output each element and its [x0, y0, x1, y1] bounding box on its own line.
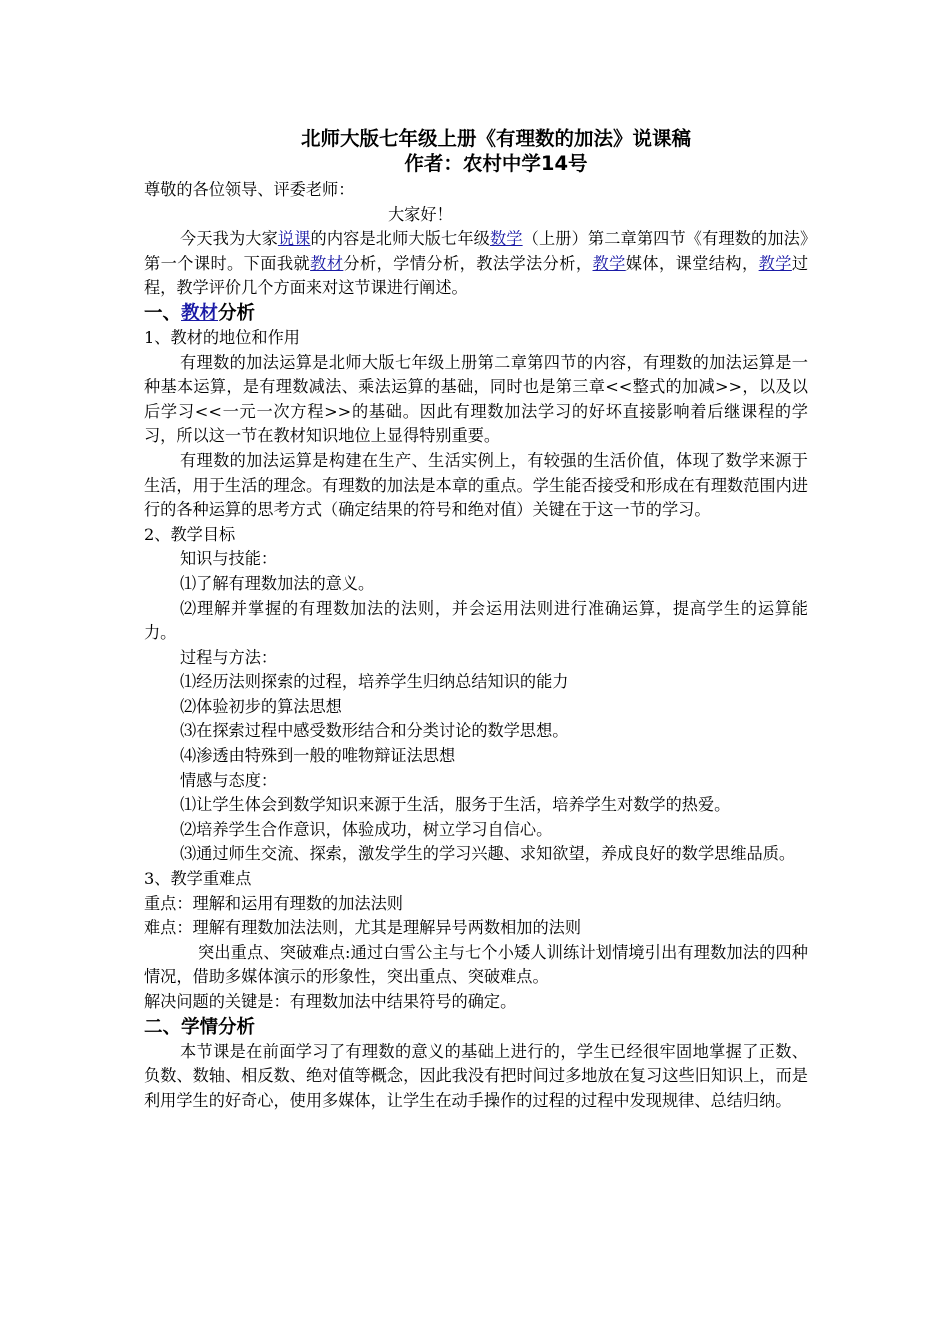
paragraph-learner-analysis: 本节课是在前面学习了有理数的意义的基础上进行的，学生已经很牢固地掌握了正数、负数、数轴、相反数、绝对值等概念，因此我没有把时间过多地放在复习这些旧知识上，而是利用学生的好奇心，使用多媒体，让学生在动手操作的过程的过程中发现规律、总结归纳。: [144, 1041, 808, 1110]
process-heading: 过程与方法：: [180, 647, 278, 667]
intro-text: 今天我为大家: [180, 229, 278, 249]
emotion-item: ⑵培养学生合作意识，体验成功，树立学习自信心。: [180, 819, 553, 839]
knowledge-heading: 知识与技能：: [180, 549, 278, 569]
breakthrough: 突出重点、突破难点:通过白雪公主与七个小矮人训练计划情境引出有理数加法的四种情况，借助多媒体演示的形象性，突出重点、突破难点。: [144, 942, 808, 987]
intro-link[interactable]: 教学: [592, 253, 626, 273]
doc-author: 作者：农村中学14号: [404, 152, 588, 175]
section-1-link[interactable]: 教材: [181, 302, 219, 324]
emotion-item: ⑴让学生体会到数学知识来源于生活，服务于生活，培养学生对数学的热爱。: [180, 795, 731, 815]
emotion-heading: 情感与态度：: [180, 770, 278, 790]
document-body: [144, 126, 808, 1113]
intro-link[interactable]: 数学: [489, 229, 523, 249]
intro-text: 过程，教学评价几个方面来对这节课进行阐述。: [144, 253, 809, 298]
knowledge-item: ⑴了解有理数加法的意义。: [180, 573, 375, 593]
key-to-solution: 解决问题的关键是：有理数加法中结果符号的确定。: [144, 992, 517, 1011]
salutation: 尊敬的各位领导、评委老师：: [144, 180, 355, 199]
process-item: ⑵体验初步的算法思想: [180, 696, 342, 716]
doc-title: 北师大版七年级上册《有理数的加法》说课稿: [300, 127, 691, 150]
process-item: ⑷渗透由特殊到一般的唯物辩证法思想: [180, 746, 456, 766]
key-point: 重点：理解和运用有理数的加法法则: [144, 893, 403, 913]
section-1-prefix: 一、: [144, 302, 182, 324]
paragraph-status-1: 有理数的加法运算是北师大版七年级上册第二章第四节的内容，有理数的加法运算是一种基本运算，是有理数减法、乘法运算的基础，同时也是第三章<<整式的加减>>，以及以后学习<<一元一次方程>>的基础。因此有理数加法学习的好坏直接影响着后继课程的学习，所以这一节在教材知识地位上显得特别重要。: [144, 352, 808, 446]
intro-link[interactable]: 说课: [277, 229, 311, 249]
emotion-item: ⑶通过师生交流、探索，激发学生的学习兴趣、求知欲望，养成良好的数学思维品质。: [180, 844, 796, 864]
intro-text: 的内容是北师大版七年级: [310, 229, 490, 249]
paragraph-status-2: 有理数的加法运算是构建在生产、生活实例上，有较强的生活价值，体现了数学来源于生活，用于生活的理念。有理数的加法是本章的重点。学生能否接受和形成在有理数范围内进行的各种运算的思考方式（确定结果的符号和绝对值）关键在于这一节的学习。: [144, 450, 808, 520]
intro-text: 媒体，课堂结构，: [625, 253, 759, 273]
difficulty: 难点：理解有理数加法法则，尤其是理解异号两数相加的法则: [144, 918, 582, 938]
process-item: ⑴经历法则探索的过程，培养学生归纳总结知识的能力: [180, 672, 569, 692]
subsection-1-1-heading: 1、教材的地位和作用: [144, 327, 300, 347]
subsection-1-2-heading: 2、教学目标: [144, 524, 236, 544]
section-1-heading: [144, 302, 808, 326]
knowledge-item: ⑵理解并掌握的有理数加法的法则，并会运用法则进行准确运算，提高学生的运算能力。: [144, 598, 808, 643]
intro-link[interactable]: 教学: [758, 253, 792, 273]
intro-text: 分析，学情分析，教法学法分析，: [343, 253, 593, 273]
section-2-heading: 二、学情分析: [144, 1016, 256, 1038]
intro-text: （上册）第二章第四节《有理数的加法》第一个课时。下面我就: [144, 229, 809, 273]
intro-paragraph: [144, 227, 808, 301]
process-item: ⑶在探索过程中感受数形结合和分类讨论的数学思想。: [180, 721, 569, 741]
greeting: 大家好！: [388, 204, 453, 224]
subsection-1-3-heading: 3、教学重难点: [144, 869, 252, 889]
section-1-suffix: 分析: [218, 302, 256, 324]
intro-link[interactable]: 教材: [310, 253, 344, 273]
